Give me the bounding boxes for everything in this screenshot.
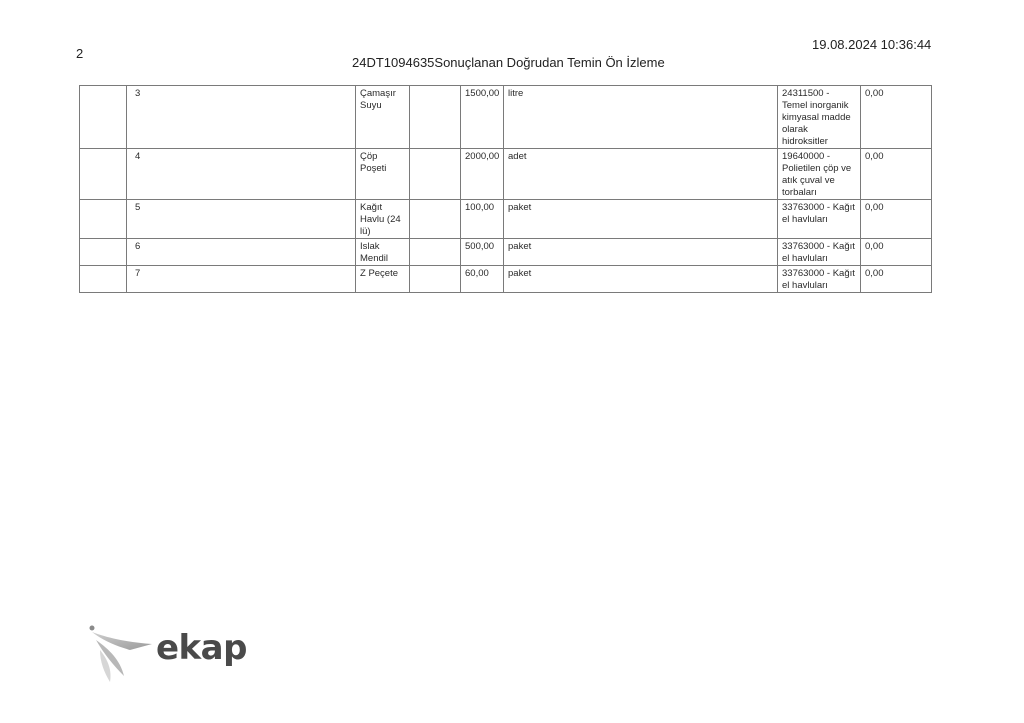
blank-cell [410, 266, 461, 293]
unit-cell: paket [504, 239, 778, 266]
item-name-cell: Çöp Poşeti [356, 149, 410, 200]
row-blank-cell [80, 266, 127, 293]
item-name-cell: Çamaşır Suyu [356, 86, 410, 149]
price-cell: 0,00 [861, 266, 932, 293]
table-row [80, 149, 932, 200]
table-row [80, 239, 932, 266]
item-name-cell: Z Peçete [356, 266, 410, 293]
items-table [79, 85, 932, 293]
row-number-cell: 3 [127, 86, 356, 149]
price-cell: 0,00 [861, 239, 932, 266]
unit-cell: adet [504, 149, 778, 200]
unit-cell: paket [504, 266, 778, 293]
item-code-cell: 33763000 - Kağıt el havluları [778, 239, 861, 266]
blank-cell [410, 86, 461, 149]
item-code-cell: 33763000 - Kağıt el havluları [778, 200, 861, 239]
item-name-cell: Kağıt Havlu (24 lü) [356, 200, 410, 239]
row-number-cell: 5 [127, 200, 356, 239]
item-code-cell: 33763000 - Kağıt el havluları [778, 266, 861, 293]
row-number-cell: 4 [127, 149, 356, 200]
ekap-logo-text: ekap [156, 628, 247, 668]
blank-cell [410, 149, 461, 200]
quantity-cell: 60,00 [461, 266, 504, 293]
quantity-cell: 2000,00 [461, 149, 504, 200]
row-number-cell: 6 [127, 239, 356, 266]
price-cell: 0,00 [861, 86, 932, 149]
print-timestamp: 19.08.2024 10:36:44 [812, 37, 932, 52]
table-row [80, 86, 932, 149]
row-blank-cell [80, 239, 127, 266]
item-code-cell: 24311500 - Temel inorganik kimyasal madde olarak hidroksitler [778, 86, 861, 149]
item-name-cell: Islak Mendil [356, 239, 410, 266]
row-blank-cell [80, 200, 127, 239]
unit-cell: litre [504, 86, 778, 149]
unit-cell: paket [504, 200, 778, 239]
page-number: 2 [76, 46, 84, 61]
row-blank-cell [80, 86, 127, 149]
ekap-logo [86, 620, 256, 684]
row-blank-cell [80, 149, 127, 200]
blank-cell [410, 200, 461, 239]
blank-cell [410, 239, 461, 266]
document-title: 24DT1094635Sonuçlanan Doğrudan Temin Ön İzleme [352, 55, 665, 70]
table-row [80, 266, 932, 293]
table-row [80, 200, 932, 239]
price-cell: 0,00 [861, 149, 932, 200]
quantity-cell: 500,00 [461, 239, 504, 266]
row-number-cell: 7 [127, 266, 356, 293]
price-cell: 0,00 [861, 200, 932, 239]
quantity-cell: 1500,00 [461, 86, 504, 149]
quantity-cell: 100,00 [461, 200, 504, 239]
item-code-cell: 19640000 - Polietilen çöp ve atık çuval ve torbaları [778, 149, 861, 200]
ekap-swoosh-logo-icon [86, 620, 156, 684]
